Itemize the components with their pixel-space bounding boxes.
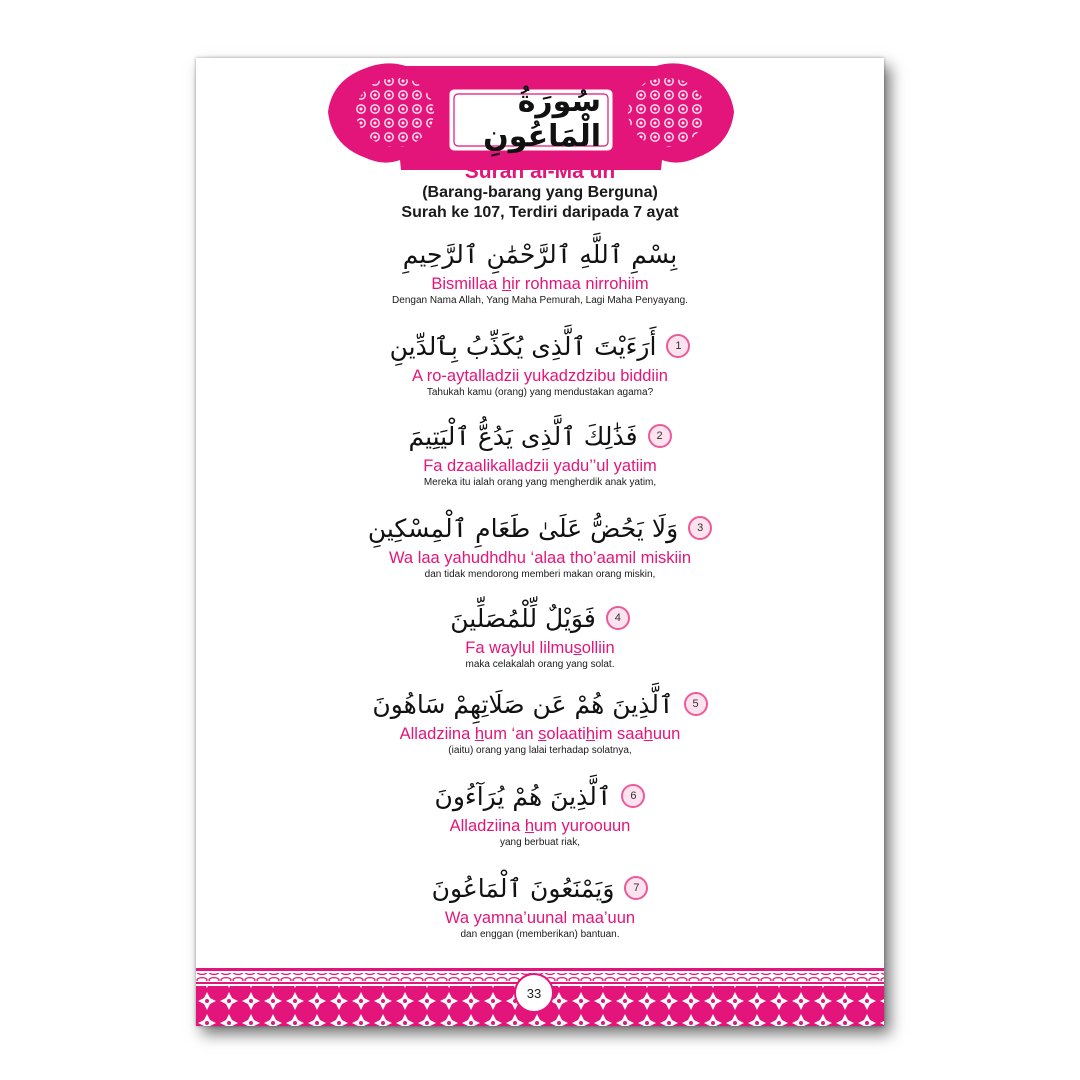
verse-translation: Tahukah kamu (orang) yang mendustakan agama? xyxy=(426,387,654,398)
verse-arabic: ٱلَّذِينَ هُمْ يُرَآءُونَ xyxy=(434,781,612,811)
verse-block-1 xyxy=(196,326,884,400)
bismillah-arabic: بِسْمِ ٱللَّهِ ٱلرَّحْمَٰنِ ٱلرَّحِيمِ xyxy=(402,239,678,269)
verse-arabic: أَرَءَيْتَ ٱلَّذِى يُكَذِّبُ بِٱلدِّينِ xyxy=(389,331,657,361)
verse-number-badge: 7 xyxy=(624,876,648,900)
verse-translation: (iaitu) orang yang lalai terhadap solatnya, xyxy=(448,745,632,756)
verse-transliteration: Wa laa yahudhdhu ‘alaa tho’aamil miskiin xyxy=(388,549,692,567)
book-page xyxy=(196,58,884,1026)
verse-block-4 xyxy=(196,598,884,672)
verse-translation: Mereka itu ialah orang yang mengherdik anak yatim, xyxy=(423,477,657,488)
verse-arabic: وَيَمْنَعُونَ ٱلْمَاعُونَ xyxy=(431,873,615,903)
verse-transliteration: Alladziina hum yuroouun xyxy=(449,817,631,835)
verse-block-5 xyxy=(196,684,884,758)
verse-block-2 xyxy=(196,416,884,490)
verse-translation: yang berbuat riak, xyxy=(499,837,581,848)
verse-translation: maka celakalah orang yang solat. xyxy=(465,659,615,670)
verse-block-3 xyxy=(196,508,884,582)
verse-arabic: فَوَيْلٌ لِّلْمُصَلِّينَ xyxy=(450,603,596,633)
verse-arabic: فَذَٰلِكَ ٱلَّذِى يَدُعُّ ٱلْيَتِيمَ xyxy=(408,421,638,451)
verse-transliteration: A ro-aytalladzii yukadzdzibu biddiin xyxy=(412,367,668,385)
verse-translation: dan enggan (memberikan) bantuan. xyxy=(460,929,620,940)
surah-title: Surah al-Ma’un xyxy=(464,160,616,183)
verse-arabic: ٱلَّذِينَ هُمْ عَن صَلَاتِهِمْ سَاهُونَ xyxy=(372,689,674,719)
page-number: 33 xyxy=(514,973,554,1013)
verse-transliteration: Fa dzaalikalladzii yadu’’ul yatiim xyxy=(423,457,657,475)
verse-number-badge: 2 xyxy=(648,424,672,448)
bismillah-block xyxy=(196,234,884,308)
verse-number-badge: 1 xyxy=(666,334,690,358)
verse-transliteration: Alladziina hum ‘an solaatihim saahuun xyxy=(399,725,681,743)
surah-info: Surah ke 107, Terdiri daripada 7 ayat xyxy=(401,204,679,221)
verse-block-7 xyxy=(196,868,884,942)
verse-number-badge: 4 xyxy=(606,606,630,630)
verse-transliteration: Wa yamna’uunal maa’uun xyxy=(444,909,636,927)
verse-block-6 xyxy=(196,776,884,850)
bismillah-transliteration: Bismillaa hir rohmaa nirrohiim xyxy=(431,275,649,293)
surah-meaning: (Barang-barang yang Berguna) xyxy=(422,184,658,201)
surah-arabic-title: سُورَةُ الْمَاعُونِ xyxy=(483,84,601,154)
bismillah-translation: Dengan Nama Allah, Yang Maha Pemurah, Lagi Maha Penyayang. xyxy=(392,295,688,306)
verse-translation: dan tidak mendorong memberi makan orang miskin, xyxy=(424,569,656,580)
verse-arabic: وَلَا يَحُضُّ عَلَىٰ طَعَامِ ٱلْمِسْكِينِ xyxy=(367,513,679,543)
verse-number-badge: 5 xyxy=(684,692,708,716)
verse-number-badge: 6 xyxy=(621,784,645,808)
verse-number-badge: 3 xyxy=(688,516,712,540)
verse-transliteration: Fa waylul lilmusolliin xyxy=(465,639,615,657)
